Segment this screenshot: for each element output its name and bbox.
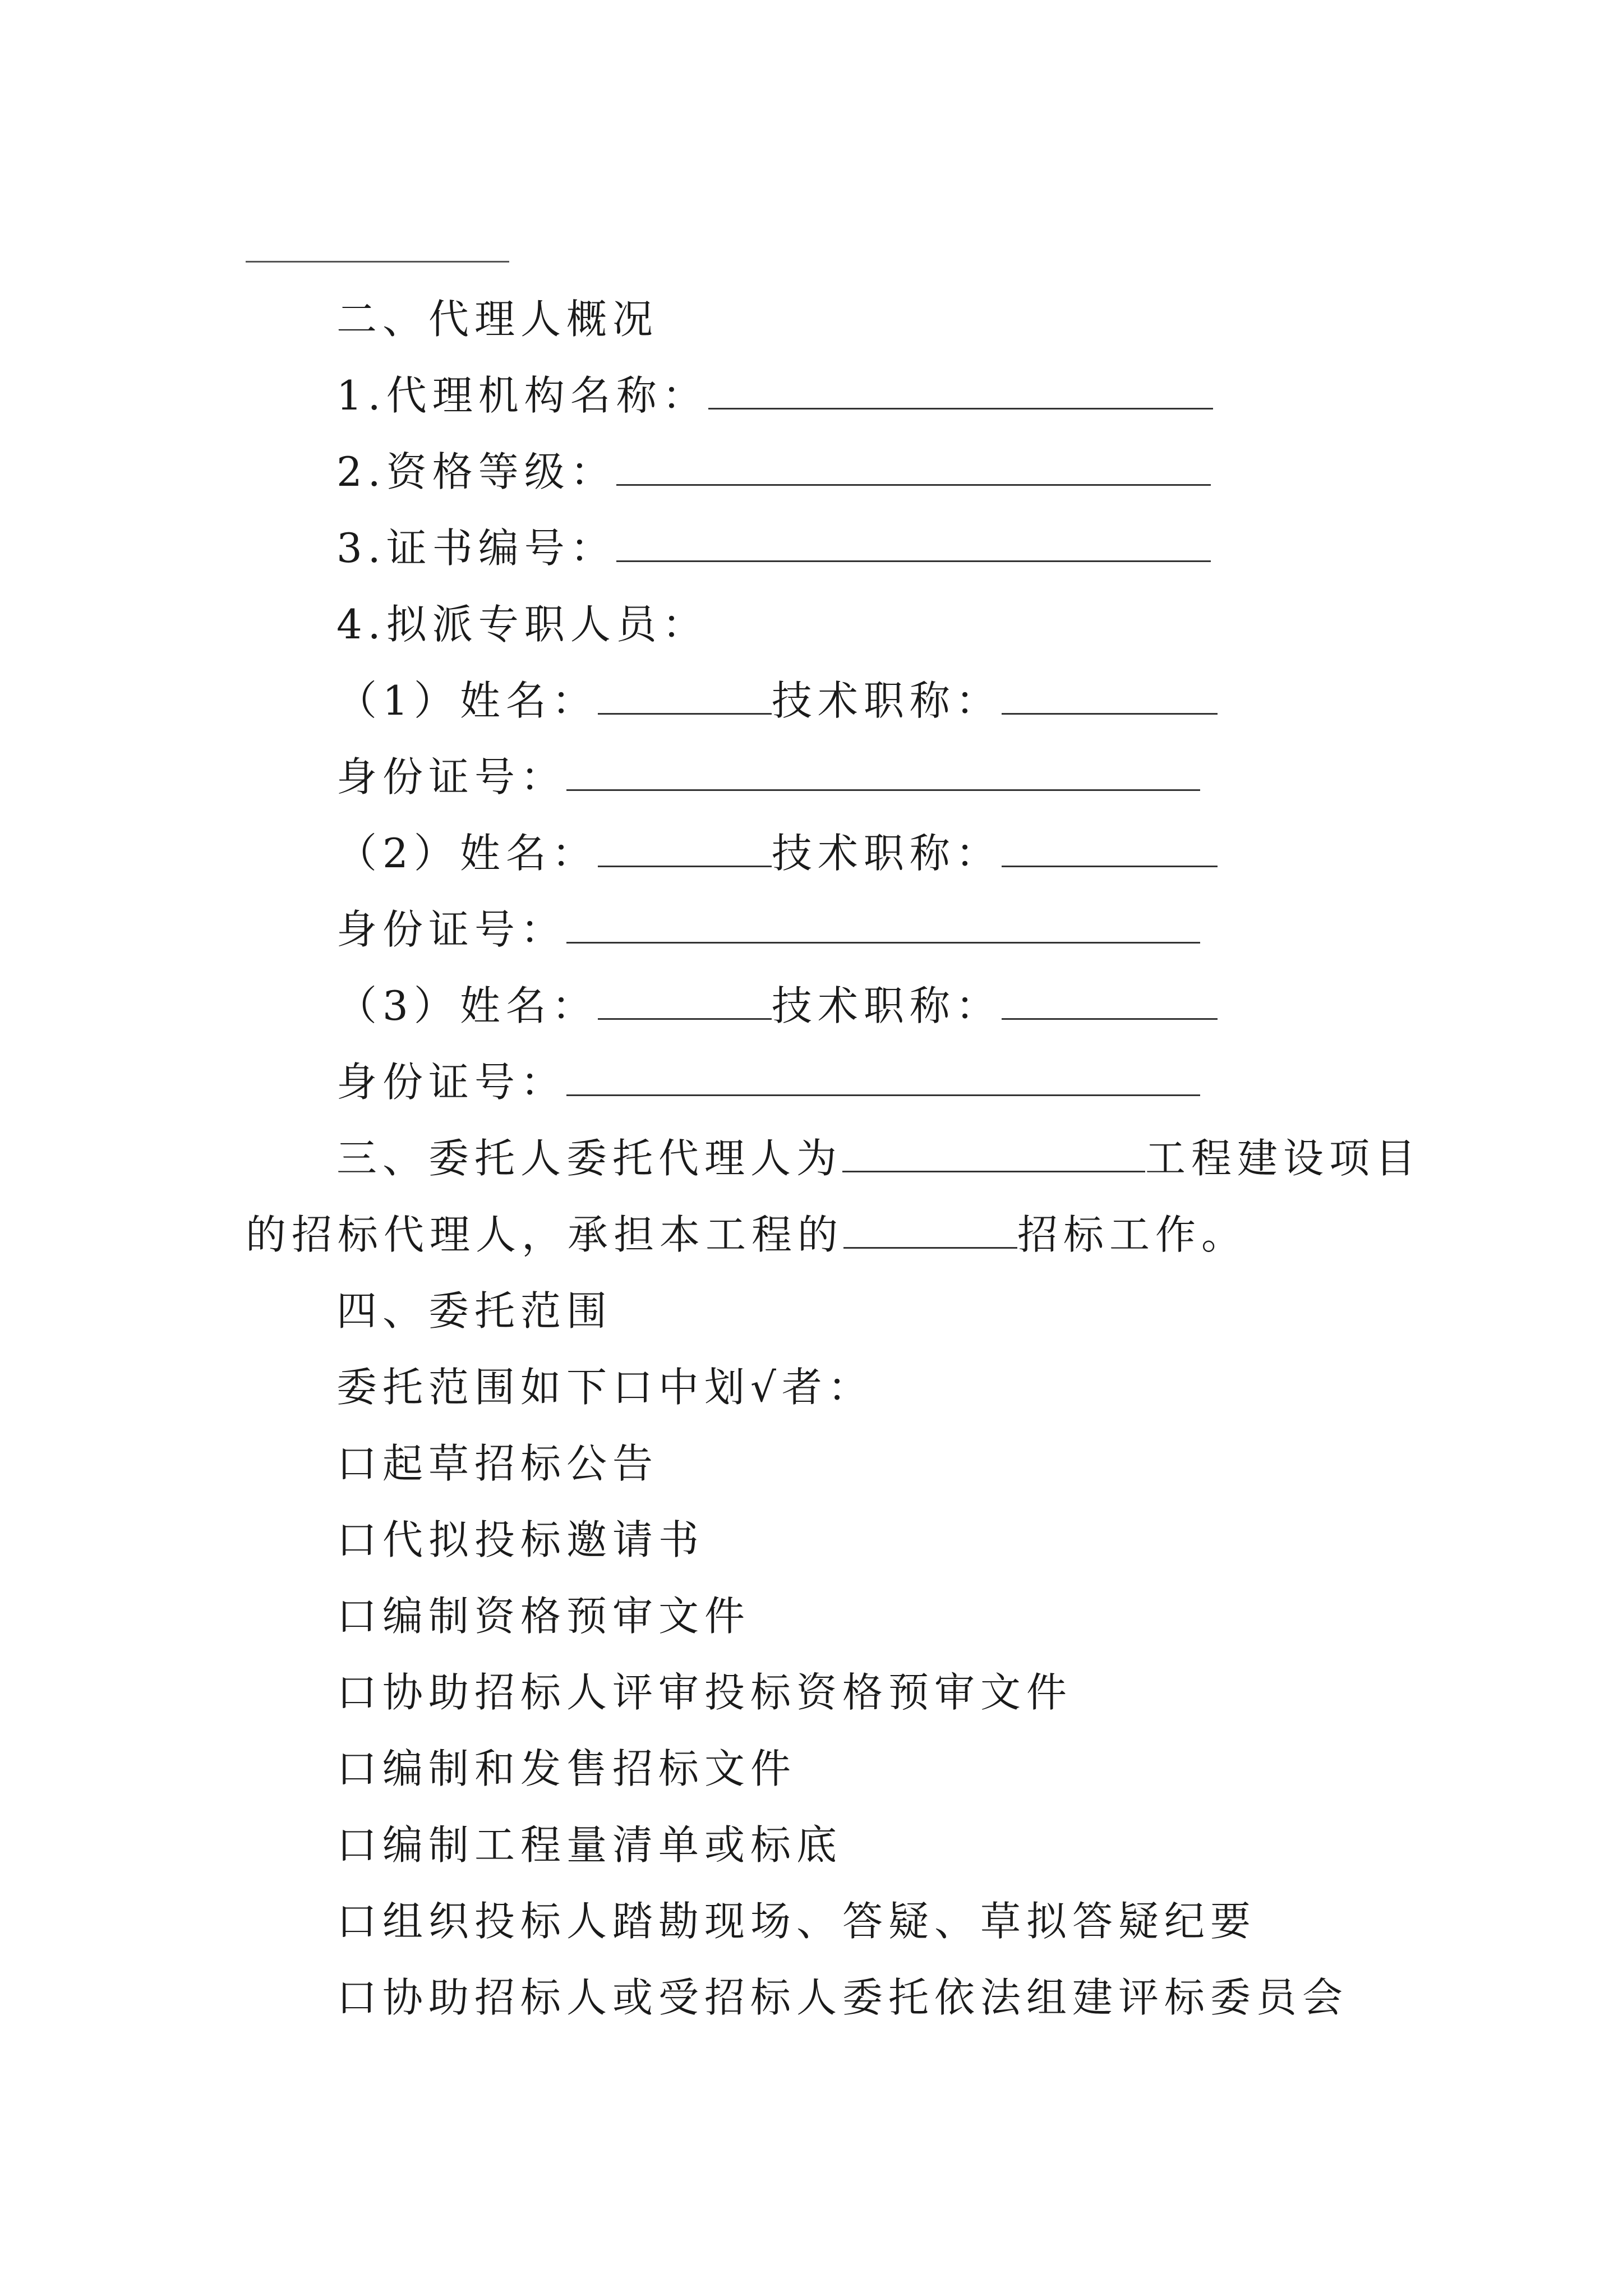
staff-1-title-label: 技术职称： <box>771 677 1002 724</box>
staff-3-name-label: 姓名： <box>459 982 598 1029</box>
qualification-label: 2.资格等级： <box>336 448 616 495</box>
staff-1-id-blank[interactable] <box>566 750 1200 791</box>
staff-3-id-blank[interactable] <box>566 1055 1200 1096</box>
staff-1-index: （1） <box>336 677 460 724</box>
certificate-row <box>336 517 1211 579</box>
scope-item[interactable]: 口代拟投标邀请书 <box>336 1516 705 1563</box>
staff-3-id-row <box>336 1051 1200 1113</box>
staff-3-id-label: 身份证号： <box>336 1059 567 1106</box>
staff-2-title-blank[interactable] <box>1002 826 1218 867</box>
section-3-text-c: 的招标代理人，承担本工程的 <box>246 1211 844 1258</box>
section-3-line-1 <box>336 1128 1421 1189</box>
agency-name-label: 1.代理机构名称： <box>336 372 708 419</box>
section-3-text-d: 招标工作。 <box>1017 1211 1248 1258</box>
scope-item[interactable]: 口组织投标人踏勘现场、答疑、草拟答疑纪要 <box>336 1898 1257 1945</box>
certificate-blank[interactable] <box>616 521 1211 562</box>
qualification-row <box>336 441 1211 503</box>
staff-2-id-blank[interactable] <box>566 903 1200 944</box>
section-2-heading: 二、代理人概况 <box>336 296 659 343</box>
qualification-blank[interactable] <box>616 445 1211 486</box>
section-3-text-b: 工程建设项目 <box>1145 1135 1422 1182</box>
staff-heading-label: 4.拟派专职人员： <box>336 601 708 648</box>
section-3-line-2 <box>246 1204 1247 1266</box>
section-3-text-a: 三、委托人委托代理人为 <box>336 1135 843 1182</box>
staff-1-id-label: 身份证号： <box>336 753 567 800</box>
staff-2-id-label: 身份证号： <box>336 906 567 953</box>
scope-blank[interactable] <box>843 1208 1017 1249</box>
staff-1-title-blank[interactable] <box>1002 674 1218 715</box>
scope-item[interactable]: 口起草招标公告 <box>336 1440 659 1487</box>
scope-item[interactable]: 口编制资格预审文件 <box>336 1593 751 1640</box>
staff-heading-row <box>336 593 708 655</box>
scope-item[interactable]: 口编制工程量清单或标底 <box>336 1821 843 1869</box>
scope-item[interactable]: 口协助招标人或受招标人委托依法组建评标委员会 <box>336 1974 1349 2021</box>
staff-2-id-row <box>336 899 1200 960</box>
section-4-heading: 四、委托范围 <box>336 1287 613 1335</box>
staff-3-name-blank[interactable] <box>598 979 772 1020</box>
scope-item[interactable]: 口协助招标人评审投标资格预审文件 <box>336 1669 1073 1716</box>
section-4-intro: 委托范围如下口中划√者： <box>336 1364 874 1411</box>
project-name-blank[interactable] <box>842 1131 1145 1172</box>
staff-3-title-blank[interactable] <box>1002 979 1218 1020</box>
staff-1-row <box>336 670 1218 731</box>
agency-name-blank[interactable] <box>708 369 1213 409</box>
staff-3-row <box>336 975 1218 1037</box>
staff-3-index: （3） <box>336 982 460 1029</box>
staff-2-title-label: 技术职称： <box>771 830 1002 877</box>
staff-3-title-label: 技术职称： <box>771 982 1002 1029</box>
certificate-label: 3.证书编号： <box>336 524 616 572</box>
staff-1-name-blank[interactable] <box>598 674 772 715</box>
staff-1-name-label: 姓名： <box>459 677 598 724</box>
agency-name-row <box>336 365 1213 426</box>
staff-2-name-label: 姓名： <box>459 830 598 877</box>
scope-item[interactable]: 口编制和发售招标文件 <box>336 1745 797 1792</box>
top-divider <box>246 261 509 263</box>
staff-2-row <box>336 822 1218 884</box>
staff-2-name-blank[interactable] <box>598 826 772 867</box>
staff-2-index: （2） <box>336 830 460 877</box>
staff-1-id-row <box>336 746 1200 808</box>
